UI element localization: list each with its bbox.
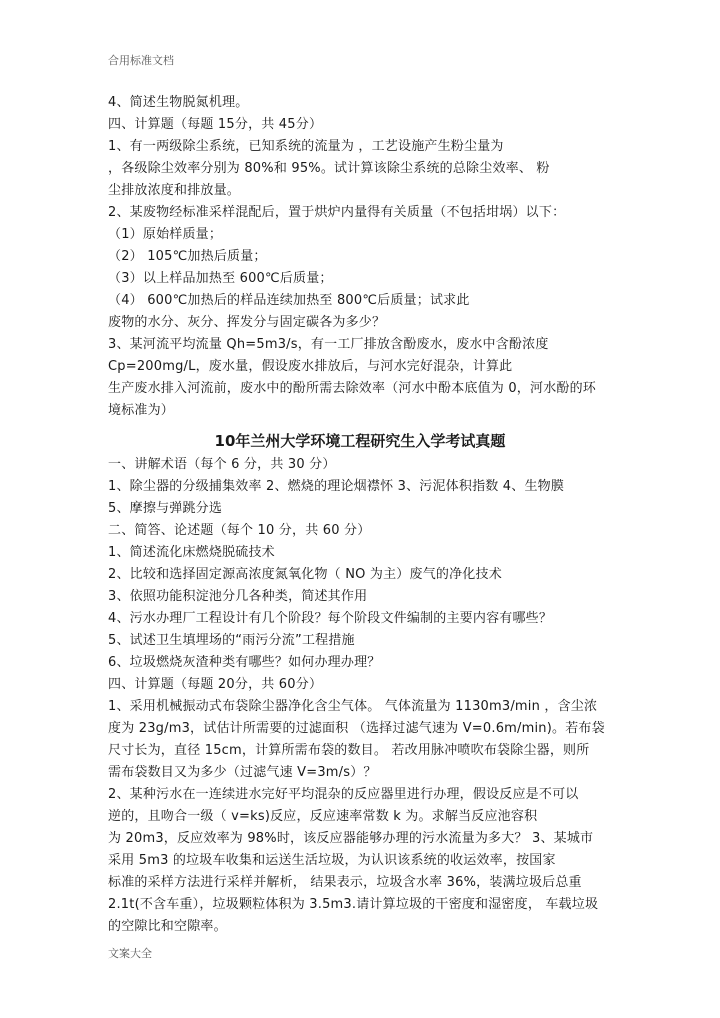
text-line: 1、除尘器的分级捕集效率 2、燃烧的理论烟襟怀 3、污泥体积指数 4、生物膜 <box>108 479 565 494</box>
exam-title: 10年兰州大学环境工程研究生入学考试真题 <box>214 432 506 450</box>
text-line: 四、计算题（每题 15分，共 45分） <box>108 117 323 132</box>
text-line: 5、摩擦与弹跳分选 <box>108 501 223 516</box>
text-line: 1、采用机械振动式布袋除尘器净化含尘气体。 气体流量为 1130m3/min ，含尘浓 <box>108 699 598 714</box>
text-line: 采用 5m3 的垃圾车收集和运送生活垃圾，为认识该系统的收运效率，按国家 <box>108 853 556 868</box>
text-line: 2、比较和选择固定源高浓度氮氧化物（ NO 为主）废气的净化技术 <box>108 567 502 582</box>
text-line: 废物的水分、灰分、挥发分与固定碳各为多少？ <box>108 315 386 330</box>
text-line: ，各级除尘效率分别为 80%和 95%。试计算该除尘系统的总除尘效率、 粉 <box>108 161 550 176</box>
text-line: 1、简述流化床燃烧脱硫技术 <box>108 545 275 560</box>
text-line: 二、简答、论述题（每个 10 分，共 60 分） <box>108 523 371 538</box>
text-line: 5、试述卫生填埋场的“雨污分流”工程措施 <box>108 633 355 648</box>
text-line: 四、计算题（每题 20分，共 60分） <box>108 677 323 692</box>
text-line: 2.1t(不含车重），垃圾颗粒体积为 3.5m3.请计算垃圾的干密度和湿密度， 车载垃圾 <box>108 897 599 912</box>
text-line: （3）以上样品加热至 600℃后质量； <box>108 271 333 286</box>
text-line: 尺寸长为，直径 15cm，计算所需布袋的数目。 若改用脉冲喷吹布袋除尘器，则所 <box>108 743 590 758</box>
text-line: （1）原始样质量； <box>108 227 223 242</box>
text-line: 境标准为） <box>108 403 175 418</box>
text-line: （2） 105℃加热后质量； <box>108 249 267 264</box>
text-line: 2、某废物经标准采样混配后，置于烘炉内量得有关质量（不包括坩埚）以下： <box>108 205 566 220</box>
text-line: 3、依照功能积淀池分几各种类，简述其作用 <box>108 589 368 604</box>
text-line: Cp=200mg/L，废水量，假设废水排放后，与河水完好混杂，计算此 <box>108 359 513 374</box>
text-line: 度为 23g/m3，试估计所需要的过滤面积 （选择过滤气速为 V=0.6m/min)。若布袋 <box>108 721 605 736</box>
text-line: 生产废水排入河流前，废水中的酚所需去除效率（河水中酚本底值为 0，河水酚的环 <box>108 381 597 396</box>
text-line: 4、污水办理厂工程设计有几个阶段？每个阶段文件编制的主要内容有哪些？ <box>108 611 553 626</box>
text-line: 6、垃圾燃烧灰渣种类有哪些？如何办理办理？ <box>108 655 381 670</box>
text-line: 1、有一两级除尘系统，已知系统的流量为 ，工艺设施产生粉尘量为 <box>108 139 504 154</box>
text-line: （4） 600℃加热后的样品连续加热至 800℃后质量；试求此 <box>108 293 470 308</box>
text-line: 尘排放浓度和排放量。 <box>108 183 241 198</box>
text-line: 的空隙比和空隙率。 <box>108 919 227 934</box>
text-line: 逆的，且吻合一级（ v=ks)反应，反应速率常数 k 为。求解当反应池容积 <box>108 809 538 824</box>
text-line: 标准的采样方法进行采样并解析， 结果表示，垃圾含水率 36%，装满垃圾后总重 <box>108 875 582 890</box>
text-line: 一、讲解术语（每个 6 分，共 30 分） <box>108 457 336 472</box>
page-footer: 文案大全 <box>108 947 152 960</box>
text-line: 需布袋数目又为多少（过滤气速 V=3m/s）？ <box>108 765 377 780</box>
text-line: 4、简述生物脱氮机理。 <box>108 95 249 110</box>
text-line: 2、某种污水在一连续进水完好平均混杂的反应器里进行办理，假设反应是不可以 <box>108 787 579 802</box>
text-line: 为 20m3，反应效率为 98%时，该反应器能够办理的污水流量为多大？ 3、某城市 <box>108 831 594 846</box>
text-line: 3、某河流平均流量 Qh=5m3/s，有一工厂排放含酚废水，废水中含酚浓度 <box>108 337 549 352</box>
page-header: 合用标准文档 <box>108 54 174 67</box>
